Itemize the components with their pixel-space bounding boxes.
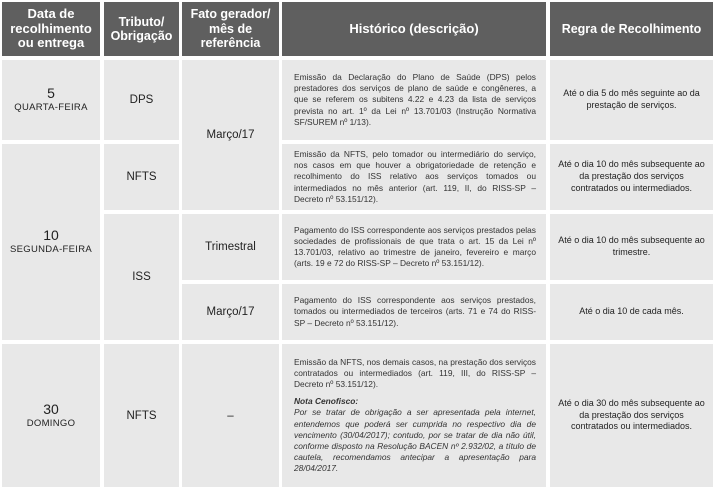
tributo-nfts-2: NFTS [104,344,179,487]
date-cell-10 [2,144,100,340]
header-fato-line3: referência [200,36,261,51]
header-date-line1: Data de [27,5,75,21]
header-tributo-line2: Obrigação [110,29,173,43]
header-historico: Histórico (descrição) [282,2,546,56]
header-fato-line1: Fato gerador/ [190,7,271,22]
regra-iss-trimestral: Até o dia 10 do mês subsequente ao trimestre. [550,214,713,280]
tributo-dps: DPS [104,60,179,140]
regra-dps: Até o dia 5 do mês seguinte ao da prestação de serviços. [550,60,713,140]
date-cell-30 [2,344,100,487]
header-date [2,2,100,56]
date-weekday: DOMINGO [26,417,76,429]
regra-nfts-2: Até o dia 30 do mês subsequente ao da prestação dos serviços contratados ou intermediados. [550,344,713,487]
nota-cenofisco [294,396,536,474]
header-regra: Regra de Recolhimento [550,2,713,56]
header-fato-line2: mês de [208,21,253,36]
header-tributo-line1: Tributo/ [118,14,165,29]
historico-nfts-demais: Emissão da NFTS, nos demais casos, na prestação dos serviços contratados ou intermediados (art. 119, III, do RISS-SP – Decreto nº 53.151/12). Nota Cenofisco: Por se tratar de obrigação a ser apresentada pela internet, entendemos que poderá ser cumprida no respectivo dia de vencimento (30/04/2017); contudo, por se tratar de dia não útil, conforme disposto na Resolução BACEN nº 2.932/02, a título de cautela, recomendamos antecipar a apresentação para 28/04/2017. [282,344,546,487]
date-weekday: QUARTA-FEIRA [14,102,88,114]
fato-marco-1: Março/17 [182,60,279,210]
date-number: 5 [47,85,55,102]
header-date-line3: ou entrega [17,35,85,51]
historico-nfts-retencao: Emissão da NFTS, pelo tomador ou intermediário do serviço, nos casos em que houver a obrigatoriedade de retenção e recolhimento do ISS relativo aos serviços tomados ou intermediados no mês anterior (art. 119, II, do RISS-SP – Decreto nº 53.151/12). [282,144,546,210]
date-number: 10 [43,227,59,244]
date-weekday: SEGUNDA-FEIRA [9,244,93,256]
nota-body: Por se tratar de obrigação a ser apresentada pela internet, entendemos que poderá ser cumprida no respectivo dia de vencimento (30/04/2017); contudo, por se tratar de dia não útil, conforme disposto na Resolução BACEN nº 2.932/02, a título de cautela, recomendamos antecipar a apresentação para 28/04/2017. [294,407,536,473]
date-cell-5 [2,60,100,140]
fato-marco-2: Março/17 [182,284,279,340]
tributo-nfts-1: NFTS [104,144,179,210]
regra-iss-mensal: Até o dia 10 de cada mês. [550,284,713,340]
header-fato [182,2,279,56]
fato-trimestral: Trimestral [182,214,279,280]
historico-iss-mensal: Pagamento do ISS correspondente aos serviços prestados, tomados ou intermediados de terceiros (arts. 71 e 74 do RISS-SP – Decreto nº 53.151/12). [282,284,546,340]
tributo-iss: ISS [104,214,179,340]
header-date-line2: recolhimento [10,20,92,36]
date-number: 30 [43,400,59,417]
nota-title: Nota Cenofisco: [294,396,359,407]
regra-nfts-1: Até o dia 10 do mês subsequente ao da prestação dos serviços contratados ou intermediados. [550,144,713,210]
fato-dash: – [182,344,279,487]
header-tributo [104,2,179,56]
historico-iss-trimestral: Pagamento do ISS correspondente aos serviços prestados pelas sociedades de profissionais de que trata o art. 15 da Lei nº 13.701/03, relativo ao trimestre de janeiro, fevereiro e março (arts. 19 e 72 do RISS-SP – Decreto nº 53.151/12). [282,214,546,280]
historico-dps: Emissão da Declaração do Plano de Saúde (DPS) pelos prestadores dos serviços de plano de saúde e congêneres, a que se referem os subitens 4.22 e 4.23 da lista de serviços prevista no art. 1º da Lei nº 13.701/03 (Instrução Normativa SF/SUREM nº 1/13). [282,60,546,140]
